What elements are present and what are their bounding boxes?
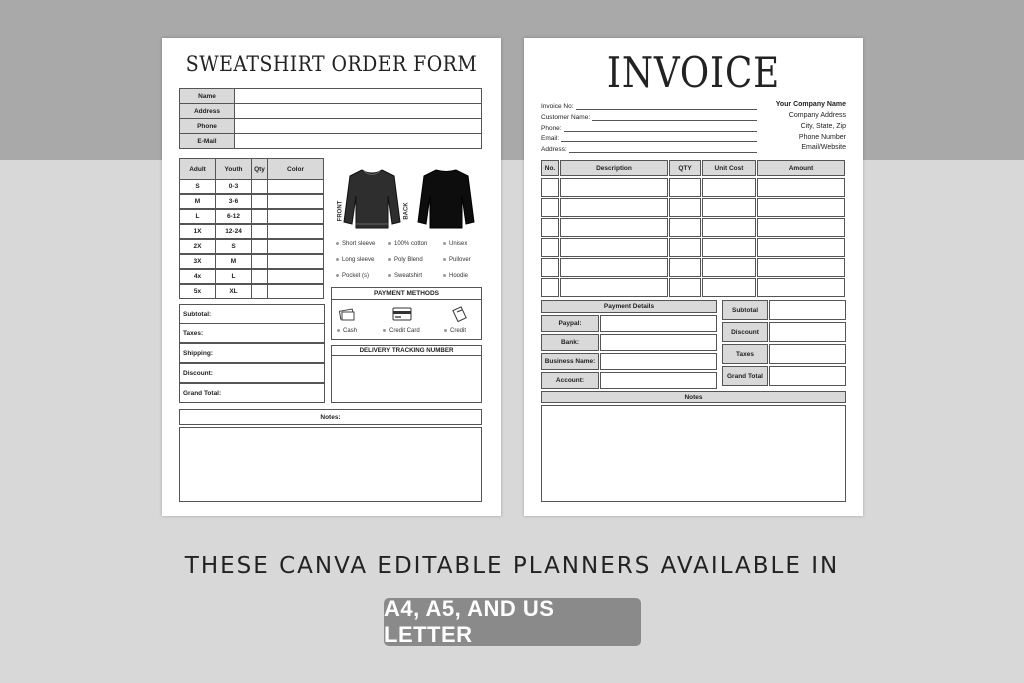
invoice-table-cell[interactable] <box>560 198 668 217</box>
option-bullet-icon <box>336 274 339 277</box>
color-cell[interactable] <box>267 269 324 284</box>
option-label: Pocket (s) <box>342 273 370 279</box>
invoice-table-cell[interactable] <box>541 178 559 197</box>
invoice-total-value[interactable] <box>769 300 846 320</box>
formats-badge: A4, A5, AND US LETTER <box>384 598 641 646</box>
sweatshirt-order-form-page <box>162 38 501 516</box>
invoice-phone-field[interactable]: Phone: <box>541 123 757 132</box>
invoice-no-field[interactable]: Invoice No: <box>541 101 757 110</box>
invoice-table-cell[interactable] <box>541 258 559 277</box>
divider <box>331 299 482 300</box>
youth-size-cell: 0-3 <box>215 179 252 194</box>
invoice-table-cell[interactable] <box>669 218 701 237</box>
youth-size-cell: S <box>215 239 252 254</box>
adult-size-cell: 4x <box>179 269 216 284</box>
invoice-table-cell[interactable] <box>757 238 845 257</box>
invoice-table-cell[interactable] <box>560 238 668 257</box>
customer-field-label: Name <box>179 88 235 104</box>
invoice-title: INVOICE <box>606 48 781 97</box>
company-email: Email/Website <box>801 144 846 151</box>
payment-field-label: Paypal: <box>541 315 599 332</box>
payment-option-cash[interactable]: Cash <box>337 328 357 334</box>
invoice-email-field[interactable]: Email: <box>541 133 757 142</box>
invoice-total-label: Grand Total <box>722 366 768 386</box>
invoice-total-label: Discount <box>722 322 768 342</box>
option-label: 100% cotton <box>394 241 428 247</box>
adult-size-cell: L <box>179 209 216 224</box>
payment-option-credit[interactable]: Credit <box>444 328 466 334</box>
invoice-table-cell[interactable] <box>541 238 559 257</box>
option-label: Hoodie <box>449 273 469 279</box>
adult-size-cell: S <box>179 179 216 194</box>
color-cell[interactable] <box>267 224 324 239</box>
youth-size-cell: 12-24 <box>215 224 252 239</box>
style-option[interactable] <box>443 241 467 247</box>
invoice-table-cell[interactable] <box>702 198 756 217</box>
order-form-title: SWEATSHIRT ORDER FORM <box>185 52 478 76</box>
option-bullet-icon <box>336 242 339 245</box>
style-option[interactable] <box>336 241 375 247</box>
option-bullet-icon <box>388 274 391 277</box>
invoice-table-cell[interactable] <box>560 258 668 277</box>
grand-total-field[interactable]: Grand Total: <box>179 383 325 403</box>
credit-card-icon <box>392 307 412 321</box>
adult-size-cell: 5x <box>179 284 216 299</box>
invoice-table-header: Unit Cost <box>702 160 756 176</box>
caption-text: THESE CANVA EDITABLE PLANNERS AVAILABLE IN <box>184 553 840 579</box>
invoice-notes-title: Notes <box>541 391 846 403</box>
option-label: Long sleeve <box>342 257 375 263</box>
option-bullet-icon <box>443 274 446 277</box>
invoice-table-cell[interactable] <box>541 278 559 297</box>
invoice-table-cell[interactable] <box>757 178 845 197</box>
payment-field-label: Business Name: <box>541 353 599 370</box>
invoice-table-cell[interactable] <box>560 278 668 297</box>
invoice-table-header: Description <box>560 160 668 176</box>
option-label: Sweatshirt <box>394 273 423 279</box>
customer-field-label: Phone <box>179 118 235 134</box>
company-name: Your Company Name <box>775 101 846 108</box>
size-table-header: Adult <box>179 158 216 180</box>
option-bullet-icon <box>443 242 446 245</box>
invoice-address-field[interactable]: Address: <box>541 144 757 153</box>
invoice-table-header: No. <box>541 160 559 176</box>
qty-cell[interactable] <box>251 209 268 224</box>
invoice-total-value[interactable] <box>769 366 846 386</box>
payment-option-credit-card[interactable]: Credit Card <box>383 328 420 334</box>
notes-area[interactable] <box>179 427 482 502</box>
youth-size-cell: XL <box>215 284 252 299</box>
size-table-header: Qty <box>251 158 268 180</box>
invoice-total-label: Taxes <box>722 344 768 364</box>
payment-field-input[interactable] <box>600 353 717 370</box>
youth-size-cell: 3-6 <box>215 194 252 209</box>
option-label: Unisex <box>449 241 468 247</box>
option-bullet-icon <box>443 258 446 261</box>
color-cell[interactable] <box>267 209 324 224</box>
invoice-total-label: Subtotal <box>722 300 768 320</box>
style-option[interactable] <box>336 273 369 279</box>
invoice-table-cell[interactable] <box>702 238 756 257</box>
qty-cell[interactable] <box>251 194 268 209</box>
qty-cell[interactable] <box>251 284 268 299</box>
size-table-header: Color <box>267 158 324 180</box>
color-cell[interactable] <box>267 254 324 269</box>
front-label: FRONT <box>337 200 344 222</box>
invoice-table-cell[interactable] <box>669 258 701 277</box>
invoice-table-cell[interactable] <box>757 278 845 297</box>
style-option[interactable] <box>388 273 422 279</box>
invoice-table-cell[interactable] <box>757 258 845 277</box>
sweatshirt-back-icon <box>416 168 476 232</box>
youth-size-cell: M <box>215 254 252 269</box>
payment-field-label: Bank: <box>541 334 599 351</box>
option-bullet-icon <box>388 258 391 261</box>
qty-cell[interactable] <box>251 254 268 269</box>
payment-field-input[interactable] <box>600 372 717 389</box>
color-cell[interactable] <box>267 194 324 209</box>
adult-size-cell: M <box>179 194 216 209</box>
invoice-table-header: QTY <box>669 160 701 176</box>
invoice-table-cell[interactable] <box>560 218 668 237</box>
sweatshirt-front-icon <box>342 166 402 232</box>
payment-details-title: Payment Details <box>541 300 717 313</box>
background-top <box>0 0 1024 160</box>
adult-size-cell: 3X <box>179 254 216 269</box>
option-bullet-icon <box>388 242 391 245</box>
adult-size-cell: 1X <box>179 224 216 239</box>
adult-size-cell: 2X <box>179 239 216 254</box>
payment-field-input[interactable] <box>600 315 717 332</box>
cash-icon <box>339 307 355 321</box>
size-table-header: Youth <box>215 158 252 180</box>
option-label: Pullover <box>449 257 471 263</box>
notes-title: Notes: <box>179 409 482 425</box>
payment-methods-title: PAYMENT METHODS <box>373 290 439 297</box>
invoice-table-cell[interactable] <box>757 218 845 237</box>
company-address: Company Address <box>788 112 846 119</box>
color-cell[interactable] <box>267 239 324 254</box>
subtotal-field[interactable]: Subtotal: <box>179 304 325 324</box>
phone-field[interactable] <box>234 118 482 134</box>
payment-field-input[interactable] <box>600 334 717 351</box>
invoice-table-header: Amount <box>757 160 845 176</box>
invoice-table-cell[interactable] <box>541 218 559 237</box>
style-option[interactable] <box>336 257 374 263</box>
invoice-notes-area[interactable] <box>541 405 846 502</box>
discount-field[interactable]: Discount: <box>179 363 325 383</box>
style-option[interactable] <box>443 257 471 263</box>
invoice-table-cell[interactable] <box>702 258 756 277</box>
youth-size-cell: L <box>215 269 252 284</box>
name-field[interactable] <box>234 88 482 104</box>
invoice-page <box>524 38 863 516</box>
invoice-table-cell[interactable] <box>560 178 668 197</box>
qty-cell[interactable] <box>251 224 268 239</box>
youth-size-cell: 6-12 <box>215 209 252 224</box>
company-city: City, State, Zip <box>800 123 846 130</box>
customer-field-label: Address <box>179 103 235 119</box>
invoice-table-cell[interactable] <box>669 238 701 257</box>
email-field[interactable] <box>234 133 482 149</box>
invoice-table-cell[interactable] <box>757 198 845 217</box>
customer-field-label: E-Mail <box>179 133 235 149</box>
option-bullet-icon <box>336 258 339 261</box>
delivery-tracking-box[interactable] <box>331 345 482 403</box>
option-label: Poly Blend <box>394 257 423 263</box>
customer-name-field[interactable]: Customer Name: <box>541 112 757 121</box>
style-option[interactable] <box>388 257 423 263</box>
qty-cell[interactable] <box>251 179 268 194</box>
invoice-table-cell[interactable] <box>669 198 701 217</box>
invoice-total-value[interactable] <box>769 344 846 364</box>
invoice-table-cell[interactable] <box>702 278 756 297</box>
style-option[interactable] <box>443 273 468 279</box>
option-label: Short sleeve <box>342 241 376 247</box>
invoice-total-value[interactable] <box>769 322 846 342</box>
qty-cell[interactable] <box>251 239 268 254</box>
back-label: BACK <box>403 202 410 220</box>
color-cell[interactable] <box>267 284 324 299</box>
payment-methods-box <box>331 287 482 340</box>
credit-icon <box>452 306 468 322</box>
invoice-table-cell[interactable] <box>702 178 756 197</box>
delivery-tracking-title: DELIVERY TRACKING NUMBER <box>332 346 481 356</box>
taxes-field[interactable]: Taxes: <box>179 323 325 343</box>
address-field[interactable] <box>234 103 482 119</box>
invoice-table-cell[interactable] <box>669 278 701 297</box>
shipping-field[interactable]: Shipping: <box>179 343 325 363</box>
invoice-table-cell[interactable] <box>702 218 756 237</box>
color-cell[interactable] <box>267 179 324 194</box>
invoice-table-cell[interactable] <box>541 198 559 217</box>
company-phone: Phone Number <box>798 134 846 141</box>
invoice-table-cell[interactable] <box>669 178 701 197</box>
qty-cell[interactable] <box>251 269 268 284</box>
style-option[interactable] <box>388 241 427 247</box>
payment-field-label: Account: <box>541 372 599 389</box>
